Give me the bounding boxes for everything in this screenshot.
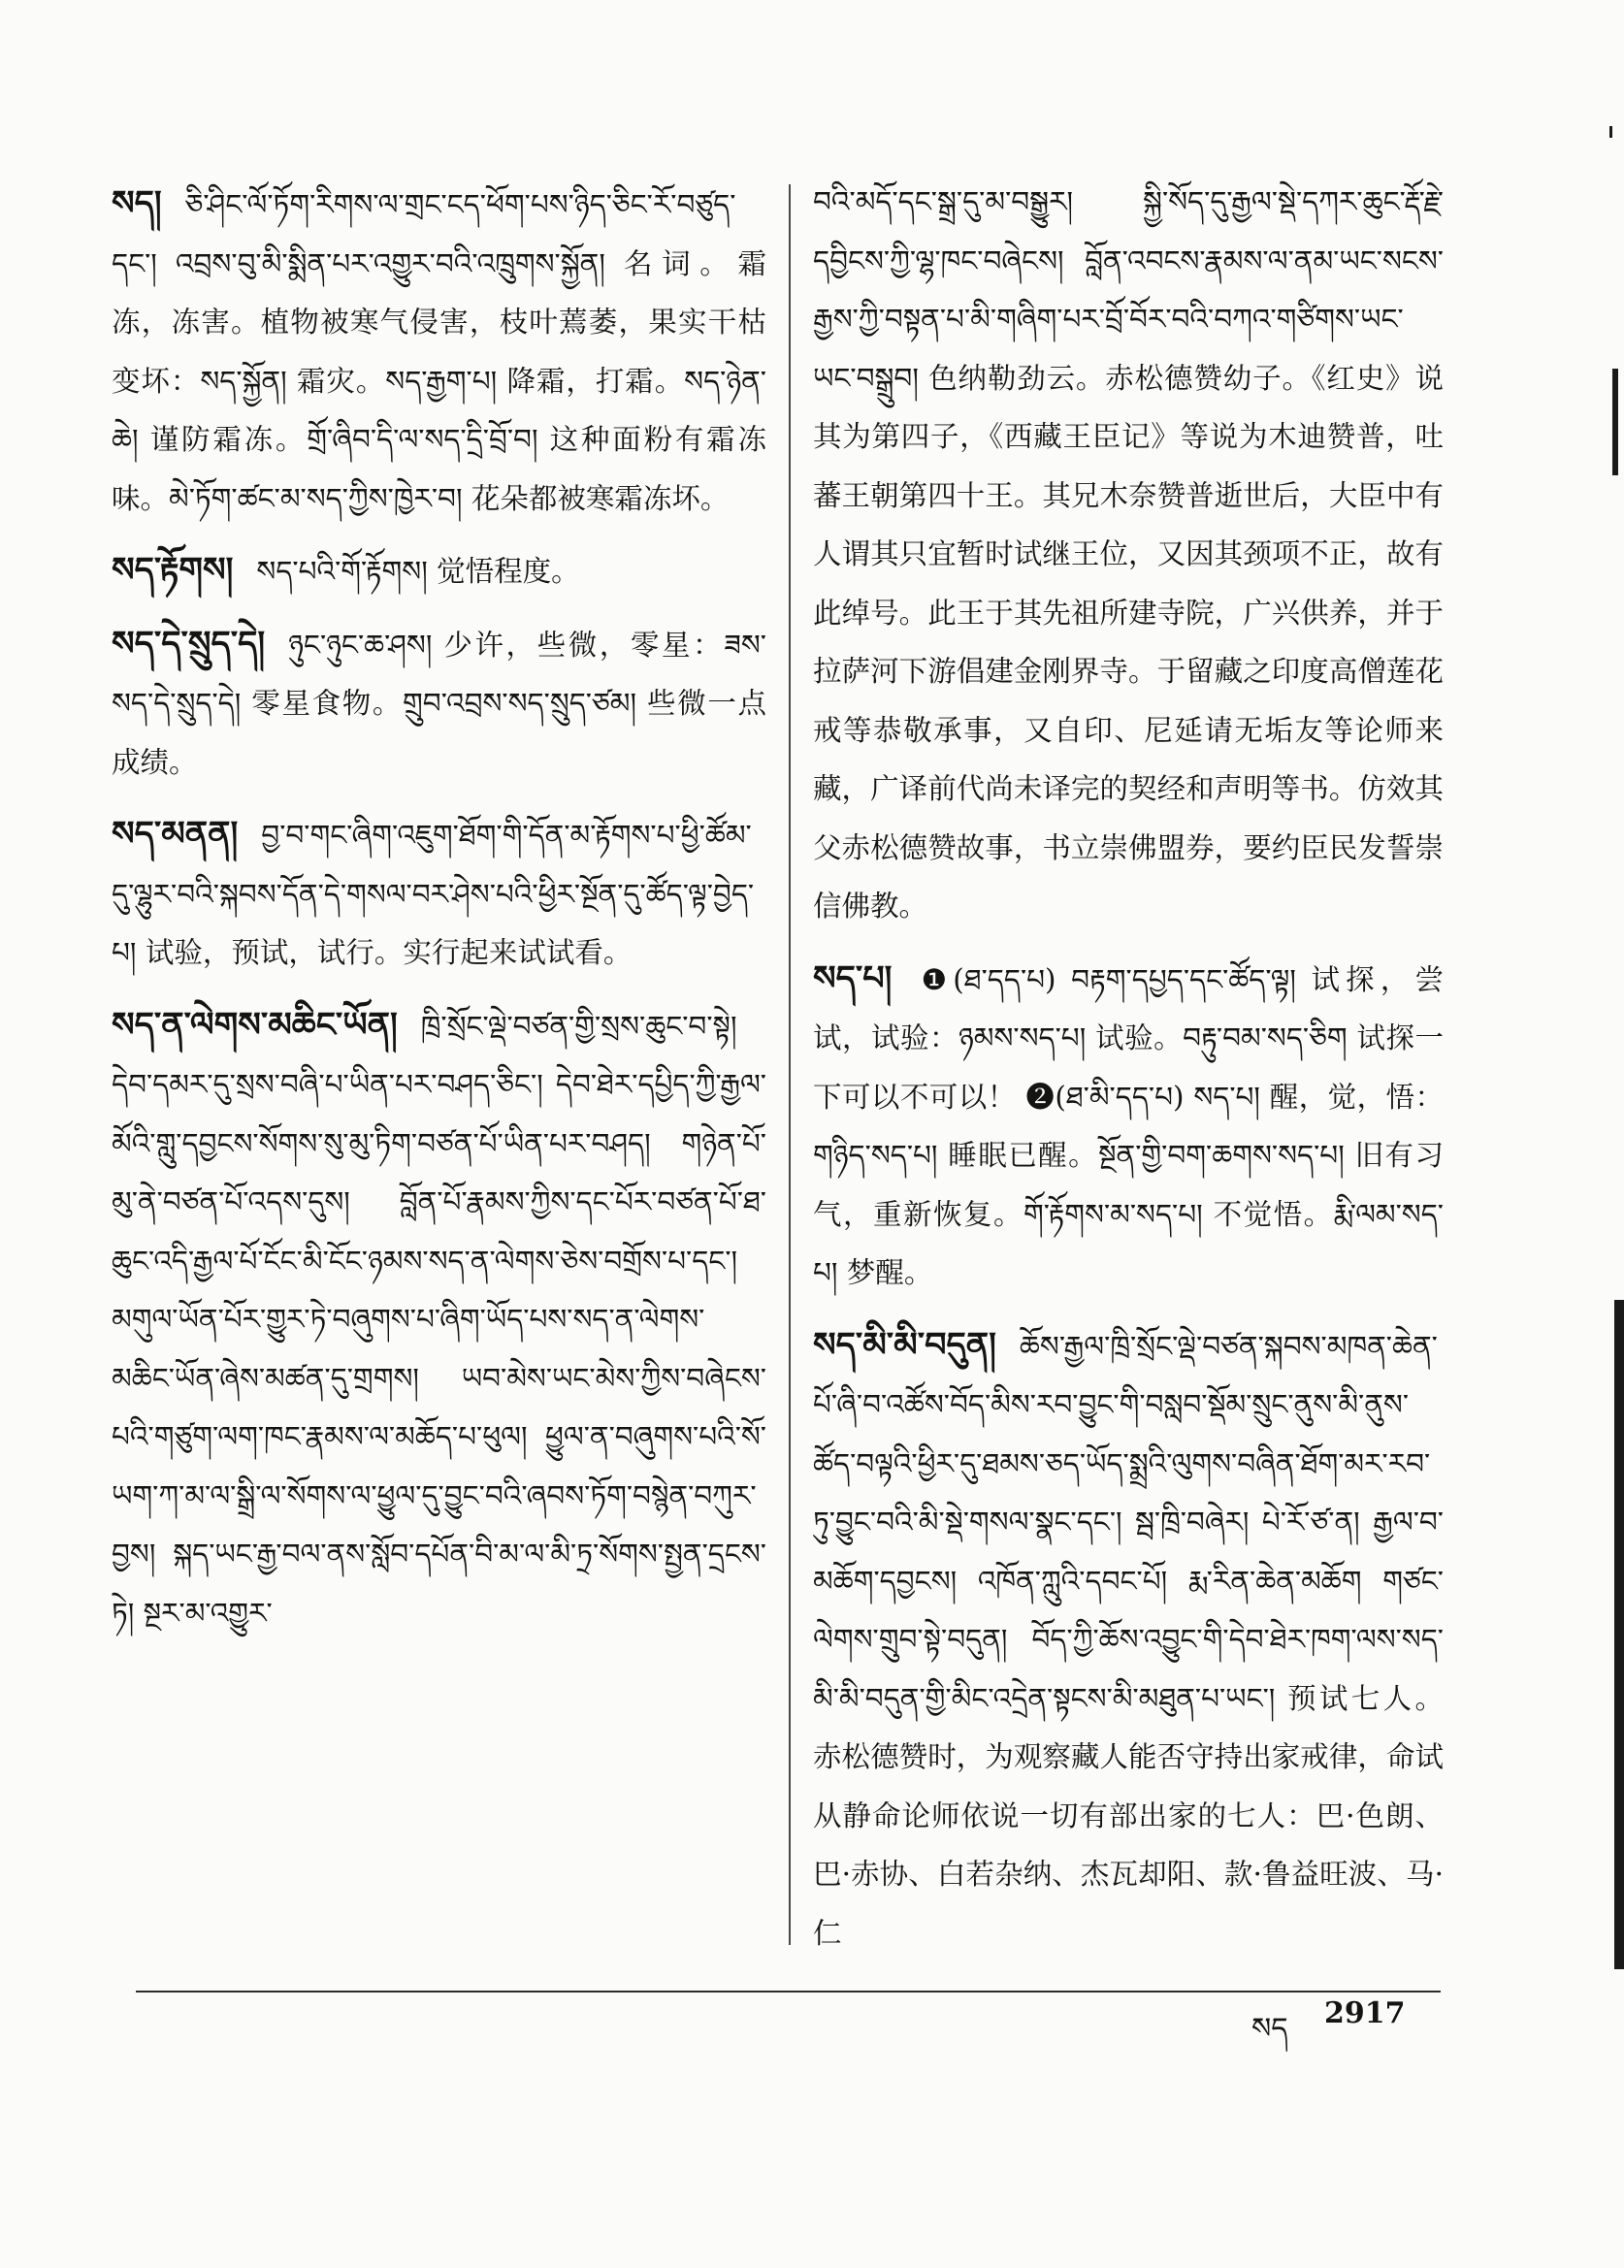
headword: སད་རྟོགས། — [112, 550, 234, 590]
definition-text: སད་པའི་གོ་རྟོགས། 觉悟程度。 — [256, 555, 580, 588]
scan-mark — [1609, 126, 1612, 138]
definition-text: ❶(ཐ་དད་པ) བརྟག་དཔྱད་དང་ཚོད་ལྟ། 试探，尝试，试验：ཉམས་སད་པ། 试验。བརྟུ་བམ་སད་ཅིག 试探一下可以不可以！ ❷(ཐ་མི་དད་པ) སད་པ། 醒，觉，悟：གཉིད་སད་པ། 睡眠已醒。སྔོན་གྱི་བག་ཆགས་སད་པ། 旧有习气，重新恢复。གོ་རྟོགས་མ་སད་པ། 不觉悟。རྨི་ལམ་སད་པ། 梦醒。 — [813, 962, 1444, 1289]
entry-sad-mnan — [112, 805, 766, 983]
definition-text: ཅི་ཤིང་ལོ་ཏོག་རིགས་ལ་གྲང་ངད་ཕོག་པས་ཉིད་ཅིང་རོ་བཙུད་དང་། འབྲས་བུ་མི་སྨིན་པར་འགྱུར་བའི་འཁྲུགས་སྐྱོན། 名词。霜冻，冻害。植物被寒气侵害，枝叶蔫萎，果实干枯变坏：སད་སྐྱོན། 霜灾。སད་རྒྱག་པ། 降霜，打霜。སད་ཉེན་ཆེ། 谨防霜冻。གྲོ་ཞིབ་དི་ལ་སད་དྲི་བྲོ་བ། 这种面粉有霜冻味。མེ་ཏོག་ཚང་མ་སད་ཀྱིས་ཁྱེར་བ། 花朵都被寒霜冻坏。 — [112, 188, 766, 515]
entry-continuation — [813, 173, 1444, 936]
headword: སད་དེ་སྲུད་དེ། — [112, 623, 266, 664]
page-number: 2917 — [1324, 1996, 1406, 2030]
definition-text: ཁྲི་སྲོང་ལྡེ་བཙན་གྱི་སྲས་ཆུང་བ་སྟེ། དེབ་དམར་དུ་སྲས་བཞི་པ་ཡིན་པར་བཤད་ཅིང་། དེབ་ཐེར་དཔྱིད་ཀྱི་རྒྱལ་མོའི་གླུ་དབྱངས་སོགས་སུ་མུ་ཏིག་བཙན་པོ་ཡིན་པར་བཤད། གཉེན་པོ་མུ་ནེ་བཙན་པོ་འདས་དུས། བློན་པོ་རྣམས་ཀྱིས་དང་པོར་བཙན་པོ་ཐ་ཆུང་འདི་རྒྱལ་པོ་ངོང་མི་ངོང་ཉམས་སད་ན་ལེགས་ཅེས་བགྲོས་པ་དང་། མགུལ་ཡོན་པོར་གྱུར་ཏེ་བཞུགས་པ་ཞིག་ཡོད་པས་སད་ན་ལེགས་མཆིང་ཡོན་ཞེས་མཚན་དུ་གྲགས། ཡབ་མེས་ཡང་མེས་ཀྱིས་བཞེངས་པའི་གཙུག་ལག་ཁང་རྣམས་ལ་མཆོད་པ་ཕུལ། ཕྱུལ་ན་བཞུགས་པའི་སོ་ཡག་ཀ་མ་ལ་སྒྲི་ལ་སོགས་ལ་ཕྱུལ་དུ་བྱུང་བའི་ཞབས་ཏོག་བསྙེན་བཀུར་བྱས། སྐད་ཡང་རྒྱ་བལ་ནས་སློབ་དཔོན་བི་མ་ལ་མི་ཏྲ་སོགས་སྤྱན་དྲངས་ཏེ། སྔར་མ་འགྱུར་ — [112, 1009, 766, 1630]
scan-mark — [1612, 369, 1618, 475]
definition-text: བའི་མདོ་དང་སྒྲ་དུ་མ་བསྒྱུར། སྐྱི་སོད་དུ་རྒྱལ་སྡེ་དཀར་ཆུང་རྡོ་རྗེ་དབྱིངས་ཀྱི་ལྷ་ཁང་བཞེངས། བློན་འབངས་རྣམས་ལ་ནམ་ཡང་སངས་རྒྱས་ཀྱི་བསྟན་པ་མི་གཞིག་པར་བྲོ་བོར་བའི་བཀའ་གཙིགས་ཡང་ཡང་བསྒྲུབ། 色纳勒劲云。赤松德赞幼子。《红史》说其为第四子，《西藏王臣记》等说为木迪赞普，吐蕃王朝第四十王。其兄木奈赞普逝世后，大臣中有人谓其只宜暂时试继王位，又因其颈项不正，故有此绰号。此王于其先祖所建寺院，广兴供养，并于拉萨河下游倡建金刚界寺。于留藏之印度高僧莲花戒等恭敬承事，又自印、尼延请无垢友等论师来藏，广译前代尚未译完的契经和声明等书。仿效其父赤松德赞故事，书立崇佛盟券，要约臣民发誓崇信佛教。 — [813, 185, 1444, 923]
scan-edge-bar — [1614, 1300, 1624, 1969]
column-divider — [789, 184, 791, 1945]
left-column — [112, 175, 766, 1656]
entry-sad-de-srud-de — [112, 615, 766, 793]
entry-sad — [112, 175, 766, 528]
right-column — [813, 173, 1444, 1976]
footer-rule — [136, 1991, 1441, 1993]
entry-sad-na-legs — [112, 996, 766, 1643]
headword: སད། — [112, 183, 162, 223]
definition-text: ཉུང་ཉུང་ཆ་ཤས། 少许，些微，零星：ཟས་སད་དེ་སྲུད་དེ། 零星食物。གྲུབ་འབྲས་སད་སྲུད་ཙམ། 些微一点成绩。 — [112, 628, 766, 779]
entry-sad-pa — [813, 950, 1444, 1303]
definition-text: ཆོས་རྒྱལ་ཁྲི་སྲོང་ལྡེ་བཙན་སྐབས་མཁན་ཆེན་པོ་ཞི་བ་འཚོས་བོད་མིས་རབ་བྱུང་གི་བསླབ་སྡོམ་སྲུང་ནུས་མི་ནུས་ཚོད་བལྟའི་ཕྱིར་དུ་ཐམས་ཅད་ཡོད་སྨྲའི་ལུགས་བཞིན་ཐོག་མར་རབ་ཏུ་བྱུང་བའི་མི་སྡེ་གསལ་སྣང་དང་། སྦ་ཁྲི་བཞེར། པེ་རོ་ཙ་ན། རྒྱལ་བ་མཆོག་དབྱངས། འཁོན་ཀླུའི་དབང་པོ། རྨ་རིན་ཆེན་མཆོག གཙང་ལེགས་གྲུབ་སྟེ་བདུན། བོད་ཀྱི་ཆོས་འབྱུང་གི་དེབ་ཐེར་ཁག་ལས་སད་མི་མི་བདུན་གྱི་མིང་འདྲེན་སྟངས་མི་མཐུན་པ་ཡང་། 预试七人。赤松德赞时，为观察藏人能否守持出家戒律，命试从静命论师依说一切有部出家的七人：巴·色朗、巴·赤协、白若杂纳、杰瓦却阳、款·鲁益旺波、马·仁 — [813, 1329, 1444, 1950]
definition-text: བྱ་བ་གང་ཞིག་འཇུག་ཐོག་གི་དོན་མ་རྟོགས་པ་ཕྱི་ཚོམ་དུ་ལྷུར་བའི་སྐབས་དོན་དེ་གསལ་བར་ཤེས་པའི་ཕྱིར་སྔོན་དུ་ཚོད་ལྟ་བྱེད་པ། 试验，预试，试行。实行起来试试看。 — [112, 819, 755, 969]
headword: སད་མི་མི་བདུན། — [813, 1324, 996, 1365]
running-head: སད — [1251, 2012, 1288, 2046]
entry-sad-rtogs — [112, 541, 766, 601]
headword: སད་མནན། — [112, 814, 239, 854]
entry-sad-mi-mi-bdun — [813, 1316, 1444, 1963]
headword: སད་ན་ལེགས་མཆིང་ཡོན། — [112, 1004, 398, 1045]
headword: སད་པ། — [813, 957, 893, 998]
